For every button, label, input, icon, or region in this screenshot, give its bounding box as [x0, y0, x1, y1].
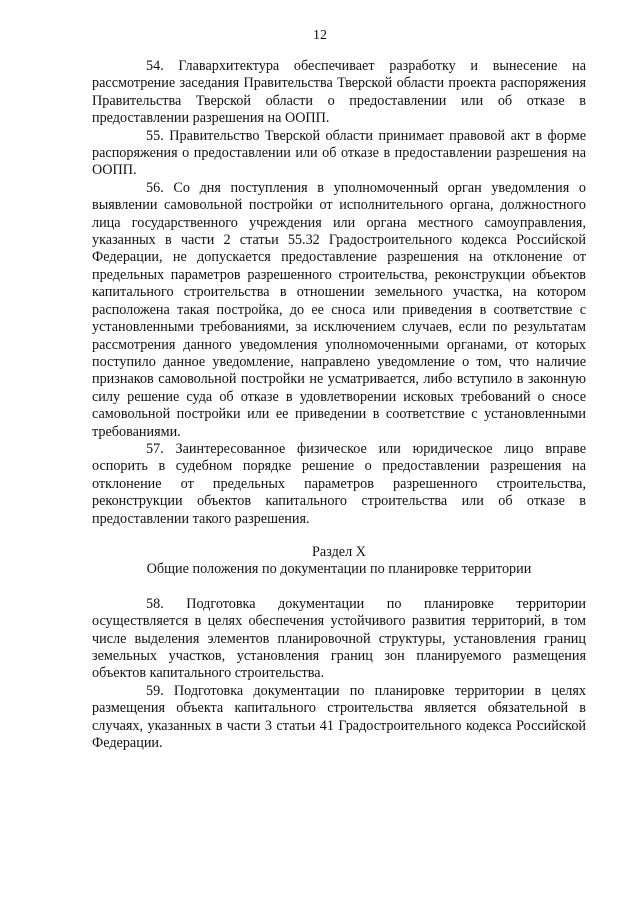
paragraph-57: 57. Заинтересованное физическое или юридическое лицо вправе оспорить в судебном порядке решение о предоставлении разрешения на отклонение от предельных параметров разрешенного строительства, реконструкции объектов капитального строительства или об отказе в предоставлении такого разрешения. [92, 440, 586, 527]
paragraph-56: 56. Со дня поступления в уполномоченный орган уведомления о выявлении самовольной постройки от исполнительного органа, должностного лица государственного учреждения или органа местного самоуправления, указанных в части 2 статьи 55.32 Градостроительного кодекса Российской Федерации, не допускается предоставление разрешения на отклонение от предельных параметров разрешенного строительства, реконструкции объектов капитального строительства в отношении земельного участка, на котором расположена такая постройка, до ее сноса или приведения в соответствие с установленными требованиями, за исключением случаев, если по результатам рассмотрения данного уведомления уполномоченными органами, от которых поступило данное уведомление, направлено уведомление о том, что наличие признаков самовольной постройки не усматривается, либо вступило в законную силу решение суда об отказе в удовлетворении исковых требований о сносе самовольной постройки или ее приведении в соответствие с установленными требованиями. [92, 179, 586, 440]
paragraph-54: 54. Главархитектура обеспечивает разработку и вынесение на рассмотрение заседания Правительства Тверской области проекта распоряжения Правительства Тверской области о предоставлении или об отказе в предоставлении разрешения на ООПП. [92, 58, 586, 127]
paragraph-59: 59. Подготовка документации по планировке территории в целях размещения объекта капитального строительства является обязательной в случаях, указанных в части 3 статьи 41 Градостроительного кодекса Российской Федерации. [92, 682, 586, 752]
page-number: 12 [313, 28, 327, 43]
paragraph-58: 58. Подготовка документации по планировке территории осуществляется в целях обеспечения устойчивого развития территорий, в том числе выделения элементов планировочной структуры, установления границ земельных участков, установления границ зон планируемого размещения объектов капитального строительства. [92, 595, 586, 682]
document-body [92, 58, 586, 752]
section-subtitle: Общие положения по документации по планировке территории [146, 561, 532, 578]
paragraph-55: 55. Правительство Тверской области принимает правовой акт в форме распоряжения о предоставлении или об отказе в предоставлении разрешения на ООПП. [92, 127, 586, 179]
section-title: Раздел X [312, 543, 366, 560]
